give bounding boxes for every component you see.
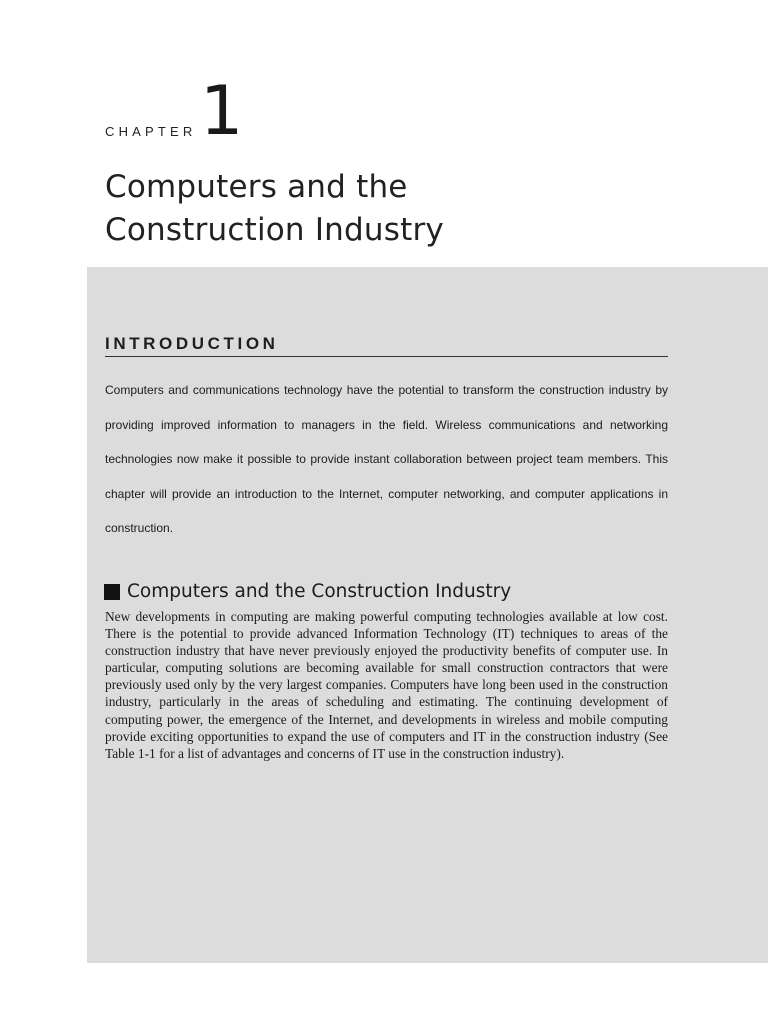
- chapter-title: [105, 166, 444, 252]
- introduction-text: Computers and communications technology have the potential to transform the construction industry by providing improved information to managers in the field. Wireless communications and networking technologies now make it possible to provide instant collaboration between project team members. This chapter will provide an introduction to the Internet, computer networking, and computer applications in construction.: [105, 383, 668, 536]
- chapter-title-line-2: Construction Industry: [105, 212, 444, 248]
- introduction-heading: INTRODUCTION: [105, 334, 668, 357]
- chapter-number: 1: [200, 72, 244, 151]
- section-heading-text: Computers and the Construction Industry: [127, 581, 512, 602]
- chapter-title-line-1: Computers and the: [105, 169, 408, 205]
- section-heading: [104, 580, 511, 604]
- chapter-label: CHAPTER: [105, 124, 197, 139]
- section-body-text: New developments in computing are making powerful computing technologies available at low cost. There is the potential to provide advanced Information Technology (IT) techniques to areas of the construction industry that have never previously enjoyed the productivity benefits of computer use. In particular, computing solutions are becoming available for small construction contractors that were previously used only by the very largest companies. Computers have long been used in the construction industry, particularly in the areas of scheduling and estimating. The continuing development of computing power, the emergence of the Internet, and developments in wireless and mobile computing provide exciting opportunities to expand the use of computers and IT in the construction industry (See Table 1-1 for a list of advantages and concerns of IT use in the construction industry).: [105, 609, 668, 761]
- square-bullet-icon: [104, 584, 120, 600]
